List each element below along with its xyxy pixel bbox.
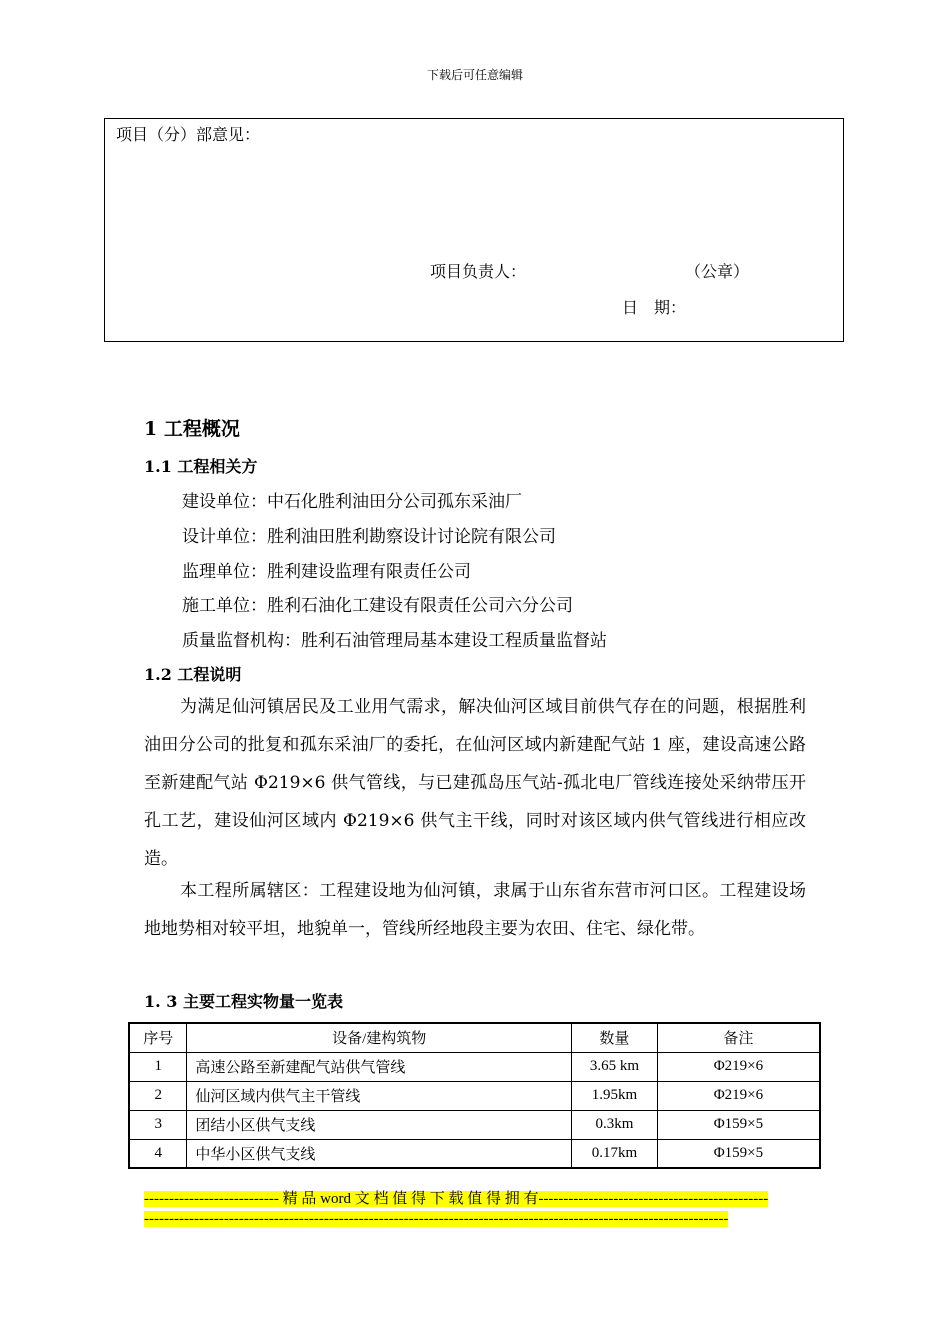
party-item: 设计单位：胜利油田胜利勘察设计讨论院有限公司 [182, 527, 556, 547]
seal-label: （公章） [685, 262, 750, 281]
party-item: 建设单位：中石化胜利油田分公司孤东采油厂 [182, 492, 522, 512]
subsection-heading-parties: 1.1 工程相关方 [144, 457, 258, 476]
cell-index: 2 [129, 1081, 187, 1110]
cell-remark: Φ159×5 [657, 1110, 820, 1139]
header-cell-remark: 备注 [657, 1023, 820, 1052]
opinion-title: 项目（分）部意见： [116, 125, 261, 144]
quantities-table [128, 1022, 821, 1169]
cell-index: 1 [129, 1052, 187, 1081]
cell-quantity: 0.17km [571, 1139, 657, 1168]
cell-quantity: 0.3km [571, 1110, 657, 1139]
table-header-row [129, 1023, 820, 1052]
download-banner [144, 1190, 806, 1228]
party-item: 监理单位：胜利建设监理有限责任公司 [182, 562, 471, 582]
header-cell-quantity: 数量 [571, 1023, 657, 1052]
section-heading: 1 工程概况 [144, 418, 240, 440]
date-label: 日 期： [622, 298, 687, 317]
party-item: 质量监督机构：胜利石油管理局基本建设工程质量监督站 [182, 631, 607, 651]
cell-index: 3 [129, 1110, 187, 1139]
cell-remark: Φ219×6 [657, 1081, 820, 1110]
table-row [129, 1110, 820, 1139]
header-note: 下载后可任意编辑 [426, 68, 523, 82]
cell-remark: Φ159×5 [657, 1139, 820, 1168]
header-cell-index: 序号 [129, 1023, 187, 1052]
subsection-heading-description: 1.2 工程说明 [144, 665, 242, 684]
table-row [129, 1081, 820, 1110]
cell-facility: 中华小区供气支线 [187, 1139, 572, 1168]
cell-facility: 团结小区供气支线 [187, 1110, 572, 1139]
cell-facility: 高速公路至新建配气站供气管线 [187, 1052, 572, 1081]
banner-line-2: --------------------------------------------------------------------------------------------------------------------- [144, 1211, 729, 1227]
subsection-heading-quantities: 1. 3 主要工程实物量一览表 [144, 992, 343, 1011]
cell-quantity: 3.65 km [571, 1052, 657, 1081]
cell-index: 4 [129, 1139, 187, 1168]
banner-line-1: --------------------------- 精 品 word 文 档 值 得 下 载 值 得 拥 有---------------------------------------------- [144, 1191, 769, 1207]
opinion-box [104, 118, 844, 342]
header-cell-facility: 设备/建构筑物 [187, 1023, 572, 1052]
description-paragraph: 为满足仙河镇居民及工业用气需求，解决仙河区域目前供气存在的问题，根据胜利油田分公司的批复和孤东采油厂的委托，在仙河区域内新建配气站 1 座，建设高速公路至新建配气站 Φ219×6 供气管线，与已建孤岛压气站-孤北电厂管线连接处采纳带压开孔工艺，建设仙河区域内 Φ219×6 供气主干线，同时对该区域内供气管线进行相应改造。 [144, 697, 806, 869]
project-leader-label: 项目负责人： [430, 262, 527, 281]
party-item: 施工单位：胜利石油化工建设有限责任公司六分公司 [182, 596, 573, 616]
cell-quantity: 1.95km [571, 1081, 657, 1110]
table-row [129, 1052, 820, 1081]
cell-facility: 仙河区域内供气主干管线 [187, 1081, 572, 1110]
table-row [129, 1139, 820, 1168]
cell-remark: Φ219×6 [657, 1052, 820, 1081]
jurisdiction-paragraph: 本工程所属辖区：工程建设地为仙河镇，隶属于山东省东营市河口区。工程建设场地地势相对较平坦，地貌单一，管线所经地段主要为农田、住宅、绿化带。 [144, 881, 806, 939]
